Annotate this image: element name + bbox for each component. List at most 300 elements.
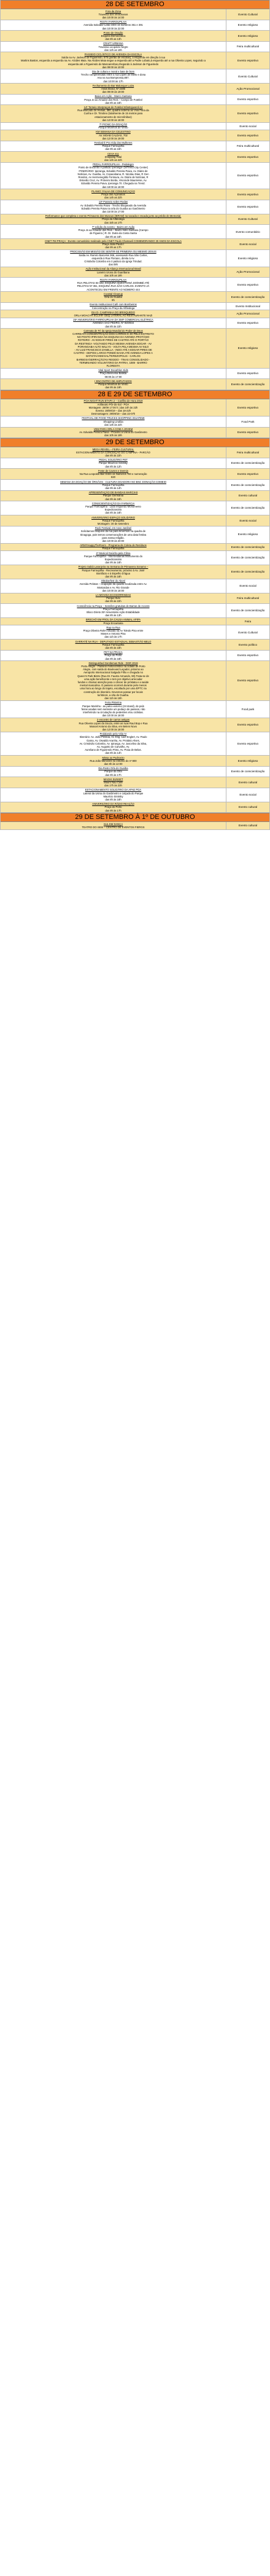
- event-detail: Av. Edvaldo Pereira Paiva - Próximo à Usina do Gasômetro: [79, 431, 147, 434]
- event-detail: Montagem: 30 de setembro: [97, 522, 129, 525]
- event-cell: [1, 141, 226, 152]
- event-cell: [1, 767, 226, 777]
- event-row: [1, 267, 269, 278]
- event-detail: das 14h as 22h: [104, 159, 122, 162]
- event-title: DIA D- CAMPANHA DO BRINQUEDO: [91, 310, 135, 314]
- event-category: Evento cultural: [238, 824, 258, 828]
- event-detail: Rondon, Av Hermenegildo Fontoura, Av. Diário de Notícias, R: [78, 176, 148, 179]
- event-row: [1, 551, 269, 565]
- event-cell: [1, 31, 226, 41]
- day-header: 29 DE SETEMBRO: [1, 438, 269, 447]
- event-detail: Bonifácio e à Espelho D'água: [96, 571, 130, 575]
- event-title: CEVA 411: [107, 152, 119, 155]
- event-detail: TEATRO DO SESI – CENTRO DE EVENTOS FIERGS: [82, 826, 145, 829]
- event-title: Ação Institucional da Aliança Internacional Brasil: [85, 267, 141, 271]
- event-title: Evento Institucional Café com Bombeiros: [90, 303, 137, 307]
- event-detail: das 9h às 18h: [105, 497, 122, 501]
- event-row: [1, 200, 269, 214]
- event-detail: Trecho compreendido entre a rua Lopes de Mello e dona: [80, 73, 146, 77]
- event-detail: das 12:00 às 18:00: [102, 727, 125, 731]
- event-row: [1, 123, 269, 130]
- event-cell: [1, 95, 226, 105]
- event-title: Coastal Cleanup: [104, 292, 123, 296]
- event-detail: DA RESTINGA -VOLTANDO PELO MESMA AVENIDA EDGAR - AV: [74, 342, 152, 345]
- event-title: Feira Pisterina: [105, 701, 122, 705]
- event-detail: das 8h às 22h: [105, 454, 122, 458]
- event-detail: turísticos, a orla do Guaíba.: [97, 693, 129, 697]
- event-cell: [1, 501, 226, 515]
- event-row: [1, 788, 269, 802]
- event-title: 14º Torneio Interpraças de Futebol Infantojuvenil AJ: [83, 105, 143, 109]
- event-detail: ITINERÁRIO: Iperanga, Edvaldo Pereira Paiva, Av. Diário de: [79, 169, 148, 173]
- event-detail: ORLA MOACYR SCLIAR- DEQ LATERAL AO RESTAURANTE NAZI: [74, 313, 153, 317]
- event-detail: das 9h às 17h: [105, 808, 122, 812]
- event-cell: [1, 20, 226, 31]
- event-row: [1, 527, 269, 544]
- event-detail: ESTACIONAMENTO DA CONCEIÇÃO DO CAMPINA - PARCÃO: [76, 450, 150, 454]
- event-detail: Avenida Pelotas – ocupação da quadra localizada entre Av.: [79, 582, 147, 586]
- event-cell: [1, 618, 226, 625]
- event-row: [1, 604, 269, 618]
- event-detail: PORANGABA ALTO WILLYS - VOLTA PELA MESMA AV NILO: [77, 345, 149, 348]
- event-cell: [1, 544, 226, 550]
- event-detail: Shopping Total: [104, 155, 122, 159]
- event-category: Evento comunitário: [236, 230, 260, 233]
- event-detail: Desmontagem: 29/09/19 – das 22-07h: [91, 412, 136, 416]
- event-category: Evento social: [239, 584, 256, 587]
- event-title: Baixo em Ação - Marco Santana: [94, 95, 132, 98]
- event-category: Feira: [244, 619, 252, 623]
- event-detail: Orla do Guaíba: [104, 295, 122, 299]
- event-detail: Praça dos Açorianos: [101, 193, 125, 197]
- event-detail: das 9h às 14h: [105, 486, 122, 490]
- event-category: Evento cultural: [238, 780, 258, 784]
- event-detail: das 9h às 17h: [105, 773, 122, 777]
- event-row: [1, 52, 269, 69]
- event-detail: Anfiteatro Pôr-do-Sol - POA: [97, 402, 129, 406]
- event-category: Food park: [241, 707, 255, 711]
- event-row: [1, 701, 269, 718]
- event-title: FESTIVAL DE FOOD TRUCKS SHOPPING IGUATEMI: [82, 417, 145, 420]
- event-detail: das 10h as 19h: [104, 273, 122, 277]
- event-cell: [1, 292, 226, 302]
- event-title: CONSCIENTIZAÇÃO DA FARMÁCIA: [91, 501, 135, 505]
- event-title: CNET FM PRAÇA : Evento comunitário realizado pela CNET Paulo Chamaeli COMEMORANDO 30 ANOS DA ESCOLA: [45, 239, 182, 243]
- event-title: Pedalando pela Vida IV: [99, 732, 127, 736]
- event-detail: Queen's Park Bistro (Rua Dr. Fausto Armando, 90).Trata-se de: [77, 674, 149, 678]
- event-title: PET NA PRAÇA: [104, 651, 123, 654]
- event-title: 25º ANIVERSÁRIO FARROUPILHA DA SMF COMERCIAL ELÉTRICA: [73, 318, 153, 322]
- event-title: MEGA REVEIL – FEIRA CULTURAL: [92, 447, 134, 451]
- event-category: Evento de conscientização: [231, 483, 265, 487]
- event-cell: [1, 604, 226, 617]
- event-detail: feiras usadas sem sentente um pedaço de passeio, não: [81, 707, 145, 711]
- event-detail: das 12:00 às 19:00: [102, 136, 125, 140]
- event-detail: construção do itinerário. Devemos passar por locais: [83, 690, 143, 694]
- event-row: [1, 732, 269, 756]
- event-row: [1, 69, 269, 84]
- event-detail: Estevão Cruz, Av. Primeiro Borda, Visconde Mauriense, Av.: [79, 179, 147, 182]
- event-detail: Montagem: 28/09 17:00 h | das 10h às 22h: [88, 405, 138, 409]
- event-row: [1, 565, 269, 579]
- event-detail: Ana na rua Bompromia,887.: [97, 76, 129, 80]
- event-detail: das 09:00 às 19:00: [102, 90, 125, 94]
- event-category: Evento esportivo: [237, 205, 259, 209]
- event-detail: das 8h às 18h: [105, 646, 122, 650]
- event-category: Evento esportivo: [237, 723, 259, 727]
- event-detail: das 18:00 às 18:00: [102, 185, 125, 189]
- event-cell: [1, 214, 226, 225]
- event-category: Evento religioso: [237, 759, 258, 762]
- event-row: [1, 579, 269, 593]
- event-cell: [1, 399, 226, 416]
- event-detail: Saída na Av. Jackson de Figueiredo, 675 (portão de escolas), a esquerda em direção à rua: [61, 56, 165, 60]
- event-cell: [1, 329, 226, 367]
- event-title: MAGHI SUNSET: [103, 777, 123, 781]
- event-row: [1, 767, 269, 778]
- event-category: Evento esportivo: [237, 192, 259, 196]
- event-detail: das 15:00 às 17:00: [102, 210, 125, 214]
- event-detail: das 9h às 18h: [105, 574, 122, 578]
- event-row: [1, 31, 269, 42]
- event-cell: [1, 565, 226, 579]
- event-detail: de Figueira ) R. Dr. Dutra da Costa Santa: [90, 232, 137, 235]
- event-title: Vital Sport Decathlon Kids: [98, 369, 128, 372]
- event-detail: Rua Marcado do Heinas, 380, quadra externa ao Viva Feira da: [77, 109, 149, 112]
- event-detail: Ponto de Encontro e partida: Iperanga- (N/Trend City Center): [78, 166, 148, 170]
- event-cell: [1, 303, 226, 310]
- event-detail: das 8h as 18h: [105, 101, 122, 104]
- event-row: [1, 130, 269, 141]
- event-detail: AV. MOAB CALDAS, 702: [99, 133, 128, 137]
- event-detail: Parque Moinhos de Vento: [98, 383, 128, 386]
- event-title: VEM PARA ORLA COM A JOVEM: [93, 428, 133, 431]
- event-title: PEDAL FARROUPILHA - Pedalegre: [93, 163, 134, 166]
- event-detail: Edvaldo Pereira Paiva, Iperanga 70. Chegada na Trend.: [81, 182, 145, 186]
- event-detail: Solicitamos bloqueio da rua para tenermos na quadra de: [80, 530, 146, 533]
- event-detail: Expedicionário: [104, 508, 122, 512]
- event-detail: das 9h às 22h: [105, 600, 122, 603]
- event-detail: das 12:00 às 18:00: [102, 118, 125, 122]
- event-category: Feira multicultural: [236, 144, 260, 148]
- event-detail: Porto Alegre - Passeio motociclístico na cidade de Porto: [81, 665, 145, 668]
- event-detail: Expedicionário: [104, 557, 122, 561]
- event-detail: ACONTECEU EM FRENTE AO NÚMERO 444: [87, 288, 140, 291]
- event-detail: Praça Jo ao Amador dos Reis – Campo de Futebol: [84, 98, 142, 101]
- event-detail: Praça da Alfândega: [102, 217, 125, 221]
- event-row: [1, 369, 269, 380]
- event-detail: Praça Farroupilha: [102, 607, 124, 611]
- event-category: Evento político: [238, 643, 258, 646]
- event-category: Evento de conscientização: [231, 770, 265, 773]
- event-row: [1, 9, 269, 20]
- event-title: 2º Musical Gaúcha pela Clima: [96, 551, 131, 555]
- event-category: Evento Cultural: [238, 74, 258, 78]
- event-row: [1, 318, 269, 329]
- event-cell: [1, 640, 226, 650]
- event-title: ESTACIONAMENTO SOLIDÁRIO DA APAE POA: [85, 788, 142, 792]
- event-cell: [1, 310, 226, 317]
- event-title: ANIVERSÁRIO ESPAÇO SOLIDÁRIO: [91, 515, 135, 519]
- event-detail: das 10:00 às 17h: [103, 79, 123, 83]
- event-detail: uma hora ao longo do trajeto, escoltado por uma EPTC na: [80, 687, 147, 691]
- event-cell: [1, 267, 226, 278]
- event-title: LA MOVIDA ECOSORRINDAS: [95, 593, 131, 597]
- event-cell: [1, 42, 226, 52]
- event-cell: [1, 469, 226, 479]
- event-row: [1, 303, 269, 310]
- event-detail: 08:00 às 17:00: [104, 375, 122, 378]
- event-category: Evento esportivo: [237, 472, 259, 476]
- event-detail: das 9h as 18h: [105, 235, 122, 238]
- event-title: FESTA FARROUPILHA: [99, 278, 127, 281]
- event-detail: Praça do Porto: [104, 805, 122, 809]
- event-row: [1, 417, 269, 428]
- event-cell: [1, 278, 226, 291]
- event-cell: [1, 458, 226, 469]
- event-category: Ação Promocional: [236, 270, 260, 274]
- day-header: 28 E 29 DE SETEMBRO: [1, 390, 269, 399]
- event-title: PROCISSÃO EM MISSÃO DE SENTIR-SE PRIMEIRA OU MESMO JESUS: [70, 250, 156, 254]
- event-detail: das 8h às 12:00: [104, 762, 123, 765]
- event-cell: [1, 318, 226, 329]
- event-category: Evento esportivo: [237, 112, 259, 115]
- event-detail: Edvaldo Pereira Paiva na orla do Guaíba ao Gasômetro: [81, 206, 145, 210]
- events-sheet: [0, 0, 270, 830]
- event-detail: das 8h as 13h: [105, 37, 122, 41]
- event-category: Evento Cultural: [238, 217, 258, 221]
- event-category: Evento esportivo: [237, 431, 259, 434]
- event-cell: [1, 515, 226, 526]
- event-row: [1, 239, 269, 250]
- event-detail: Moses e Antonio Pisa: [101, 632, 126, 636]
- event-detail: Avenida Salvador Leão entre os números 361 e 391: [83, 23, 143, 27]
- event-category: Evento esportivo: [237, 654, 259, 657]
- event-detail: das 9h as 17h: [105, 246, 122, 249]
- event-detail: Parque da Orla: [104, 770, 122, 773]
- event-detail: Assis Brasil, Nº 2486: [101, 87, 125, 90]
- event-detail: das 9h as 16h: [105, 147, 122, 151]
- event-detail: das 10:00 às 18:00: [102, 589, 125, 592]
- event-detail: Parque Farroupilha - Lado esquerdo Monumento: [85, 504, 141, 508]
- event-title: 2 encontro de carros antigos: [96, 718, 130, 722]
- event-cell: [1, 822, 226, 829]
- event-title: GARRATÉ NA RUA - DEPUTADO ESTADUAL SEBASTIÃO MELO: [75, 640, 152, 643]
- event-detail: Praça Benevina Batista: [99, 372, 127, 375]
- event-cell: [1, 189, 226, 200]
- event-detail: Na Rua Leopoldo Bier Entre os Números 780 e numeração: [79, 472, 147, 476]
- event-row: [1, 152, 269, 163]
- event-detail: das 14h as 22h: [104, 196, 122, 200]
- event-title: 13º Passeio sobre Rodas: [98, 200, 128, 204]
- event-detail: das 11h às 17h: [104, 635, 122, 639]
- event-title: PASSEIO CICLÍSTICO DE AVENIDA DA ESCOLA: [84, 52, 142, 56]
- event-row: [1, 163, 269, 190]
- event-row: [1, 105, 269, 122]
- event-detail: esquerda à Rua Floriano, direita à Av.: [91, 256, 135, 260]
- event-detail: das 8h às 18h: [105, 511, 122, 515]
- event-title: PEDAL SOLIDÁRIO PET: [99, 458, 128, 462]
- event-cell: [1, 250, 226, 267]
- event-title: Distinguished Gentleman Ride - DGR 2019: [88, 661, 138, 665]
- event-detail: Rua João Menezes no entorno do nº 800: [90, 759, 137, 762]
- event-title: Carreata de Fé da Igreja Mundial do Poder de Deus: [83, 329, 143, 332]
- event-detail: Travessa dos Venezianos: [98, 12, 128, 16]
- event-detail: FLORESTA: [106, 364, 120, 368]
- event-detail: das 17h às 23h: [104, 784, 122, 788]
- event-category: Evento esportivo: [237, 174, 259, 178]
- event-row: [1, 250, 269, 267]
- event-category: Evento esportivo: [237, 133, 259, 137]
- event-detail: Travessa Leopoldo Negro: [98, 45, 128, 49]
- event-detail: das 8h às 22h: [105, 324, 122, 328]
- event-detail: Parque Farroupilha - Intermediárias Monumento do: [83, 554, 143, 558]
- event-title: Rock Festival, em novo Jardinel: [94, 527, 132, 530]
- event-category: Evento de conscientização: [231, 461, 265, 465]
- event-detail: para nossa religião.: [102, 536, 125, 539]
- event-title: 7º PICNIC DA DOAÇÃO: [99, 123, 128, 126]
- event-detail: das 12h as 19h: [104, 48, 122, 52]
- event-cell: [1, 777, 226, 788]
- event-category: Feira multicultural: [236, 597, 260, 600]
- event-title: FESTA FARROUPILHA: [99, 20, 127, 24]
- event-cell: [1, 84, 226, 94]
- event-detail: Lateral da Usina do Gasômetro e calçada do Parque: [83, 791, 144, 795]
- event-cell: [1, 123, 226, 130]
- event-title: POA NIGHT RUN ETAPA 2 – Conflito de Hora 2019: [83, 399, 143, 403]
- event-category: Evento esportivo: [237, 283, 259, 286]
- event-row: [1, 141, 269, 152]
- event-title: Dia de cultura e moral e bate de bom: [92, 69, 134, 73]
- event-category: Evento esportivo: [237, 372, 259, 375]
- event-row: [1, 292, 269, 303]
- event-title: SEMANA DA DOAÇÃO DE ÓRGÃOS - CULTURA DOADORA NO BNC DONAÇÃO COMEIO: [60, 480, 167, 483]
- event-title: SUL EM DANÇA: [103, 822, 123, 826]
- event-title: KM SEMANA DA CELESTINO: [96, 130, 131, 134]
- event-cell: [1, 447, 226, 458]
- event-detail: Sinagoga, pois temos comemorações de uma data festiva: [80, 533, 147, 536]
- event-category: Evento de conscientização: [231, 609, 265, 613]
- event-category: Evento de conscientização: [231, 545, 265, 549]
- event-detail: das 8h às 12h: [105, 464, 122, 468]
- event-category: Evento religioso: [237, 34, 258, 37]
- event-cell: [1, 225, 226, 238]
- event-title: ANIVERSÁRIO DA RÁDIO REAÇÃO: [92, 802, 134, 806]
- event-detail: esquerda até a Figueiredo de Mascarenhas,chegando à Jackson de Figueiredo: [68, 62, 159, 66]
- event-title: Consciência na Praça – Sessões gratuitas de Barras de Access: [77, 604, 150, 608]
- event-row: [1, 618, 269, 625]
- event-category: Evento social: [239, 124, 256, 128]
- event-cell: [1, 732, 226, 755]
- event-cell: [1, 701, 226, 718]
- event-detail: das 10:00 às 18:00: [102, 714, 125, 718]
- event-category: Evento de conscientização: [231, 556, 265, 560]
- event-detail: RUA PELOTAS 84-182, ESQUINA QUESTIONÁ DO/IMBÉ ATÉ: [77, 281, 150, 285]
- event-detail: das 10:00 às 14:00: [102, 15, 125, 19]
- event-row: [1, 447, 269, 458]
- event-cell: [1, 9, 226, 20]
- event-cell: [1, 661, 226, 700]
- event-cell: [1, 152, 226, 162]
- event-detail: das 9h às 18h: [105, 657, 122, 660]
- event-detail: Parque Maurício Sirotsky: [99, 461, 128, 465]
- event-detail: Praça Oliveira Rolim situada na Av Toledo Pisa entre: [83, 629, 144, 633]
- event-detail: Parque Farroupilha: [102, 483, 125, 487]
- event-title: APRESENTAÇÃO DE BANDAS MARCIAS: [88, 491, 138, 495]
- event-title: CRAFT URBANA: [103, 42, 123, 45]
- day-header: 28 DE SETEMBRO: [1, 0, 269, 9]
- event-detail: Mauro Nau Café: [104, 780, 123, 784]
- event-detail: das 15h as 17h: [104, 221, 122, 224]
- event-detail: NO POSTO IPIRANGA NA ESQUINA DA AVENIDA PROTÁSIO: [77, 335, 150, 339]
- event-row: [1, 640, 269, 651]
- event-detail: Praça Jo ao Amador dos Reis – Bairro Nitro Santana (Campo: [78, 229, 148, 232]
- event-detail: Itinerário: Av. João Pessoa, Av. Eng. Luiz Englert, Av. Paulo: [79, 735, 147, 739]
- event-category: Evento esportivo: [237, 742, 259, 745]
- event-detail: Parque Marinha - ao palco-externo (24 stand), de país: [82, 704, 144, 708]
- event-detail: Parque Ituni: [106, 597, 120, 600]
- event-detail: Saída Av. Ramiro Barcelos 366, acessando Rua São Carlos,: [79, 253, 148, 257]
- event-cell: [1, 651, 226, 661]
- event-row: [1, 310, 269, 318]
- event-row: [1, 625, 269, 640]
- event-detail: Parque Germânia: [102, 494, 124, 498]
- event-detail: Praça Encantaria: [103, 621, 123, 625]
- event-row: [1, 42, 269, 53]
- event-category: Feira multicultural: [236, 45, 260, 49]
- event-category: Evento Institucional: [236, 304, 260, 308]
- event-detail: uma ação beneficente e tem por objetivo arrecadar: [84, 677, 142, 681]
- event-category: Evento social: [239, 793, 256, 797]
- event-row: [1, 225, 269, 239]
- event-detail: Maurício Sirotsky: [103, 794, 123, 798]
- event-category: Evento de conscientização: [231, 570, 265, 574]
- event-category: Evento Cultural: [238, 630, 258, 634]
- event-category: Evento esportivo: [237, 321, 259, 325]
- event-title: PLANIO: FALHA DE COMUNICAÇÃO: [91, 189, 135, 193]
- event-detail: das 11h às 15h: [104, 697, 122, 700]
- event-detail: Av. Cristóvão Colombo, Av. Ipiranga, Av. Juscelino da Silva,: [79, 742, 147, 745]
- event-cell: [1, 625, 226, 639]
- event-detail: Parque Farroupilha: [102, 144, 125, 148]
- event-cell: [1, 200, 226, 214]
- event-detail: fundos e chamar atenção para o câncer de próstata e a saúde: [77, 681, 149, 684]
- event-row: [1, 379, 269, 390]
- event-detail: Martins Bastos, esquerda a esquerda na Av. Alcides Maia. Na Alcides Maia segue a esquerda até a Padre Lobato,à esquerda até a rua Oliveira Lopes, seguindo a: [20, 59, 206, 63]
- event-row: [1, 777, 269, 788]
- event-category: Evento esportivo: [237, 59, 259, 63]
- event-detail: das 10:00 às 20:00: [102, 539, 125, 542]
- event-detail: Alegre, com saída do Boulevard Laçador, próximo ao: [83, 668, 144, 671]
- event-category: Evento cultural: [238, 494, 258, 498]
- event-detail: Parque Farroupilha: [102, 547, 125, 550]
- event-detail: TERMINANDO VOLUNTÁRIO DA PATRIA, 1089 - BAIRRO: [79, 361, 147, 364]
- event-detail: Parque Moinhos de Vento: [98, 126, 128, 130]
- event-detail: Parque Farroupilha - Recreamento, próximo à Av. José: [82, 568, 145, 572]
- event-row: [1, 469, 269, 480]
- event-title: Projeto Sabiá Laranjeira na Semana de Primavera Sonamo –: [78, 565, 148, 569]
- event-detail: Av. Edvaldo Pereira Paiva - Trecho bloqueado da Avenida: [80, 203, 147, 207]
- event-row: [1, 214, 269, 225]
- event-row: [1, 651, 269, 662]
- event-detail: das 09h: [109, 263, 118, 267]
- event-cell: [1, 480, 226, 490]
- event-row: [1, 329, 269, 368]
- event-detail: mental masculina. O passeio ocorrerá durante pelo menos: [80, 684, 147, 687]
- event-row: [1, 544, 269, 551]
- event-detail: BATISTA/ANNIVIAL/TEREZOPOLIS - CARLOS: [86, 354, 141, 358]
- event-row: [1, 428, 269, 439]
